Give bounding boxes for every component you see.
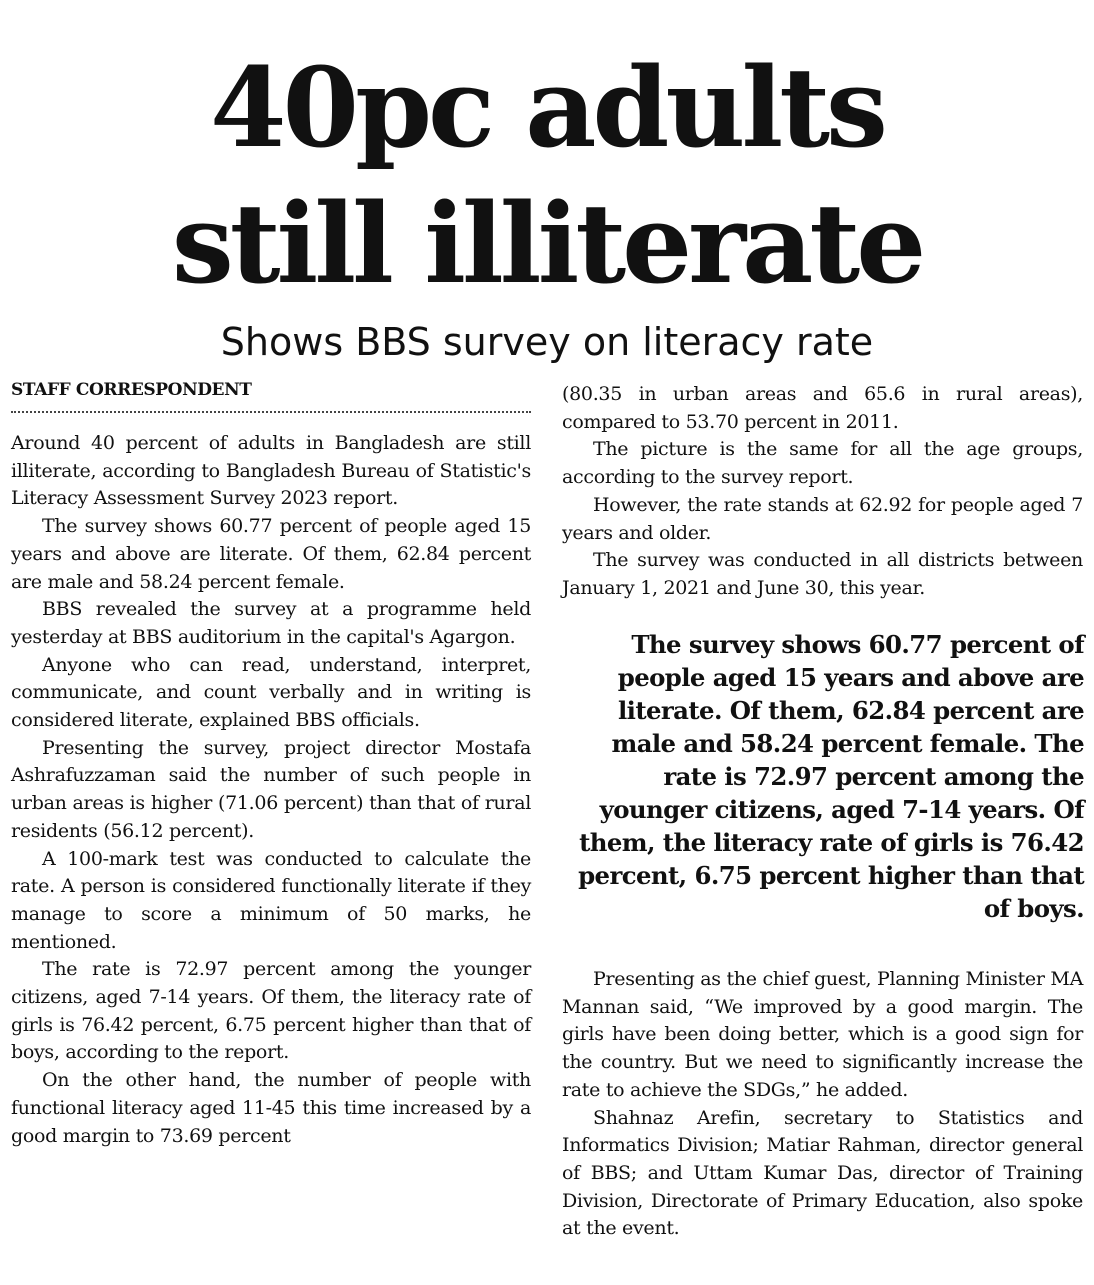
pull-quote: The survey shows 60.77 percent of people aged 15 years and above are literate. Of them, 62.84 percent are male and 58.24 percent female. The rate is 72.97 percent among the younger citizens, aged 7-14 years. Of them, the literacy rate of girls is 76.42 percent, 6.75 percent higher than that of boys.: [578, 630, 1084, 923]
paragraph: Presenting the survey, project director Mostafa Ashrafuzzaman said the number of such people in urban areas is higher (71.06 percent) than that of rural residents (56.12 percent).: [11, 736, 531, 842]
paragraph: Presenting as the chief guest, Planning Minister MA Mannan said, “We improved by a good margin. The girls have been doing better, which is a good sign for the country. But we need to significantly increase the rate to achieve the SDGs,” he added.: [562, 968, 1083, 1101]
paragraph: The survey was conducted in all districts between January 1, 2021 and June 30, this year.: [562, 549, 1083, 599]
left-column: [11, 430, 531, 1150]
headline-line-1: 40pc adults: [210, 43, 884, 172]
paragraph: The rate is 72.97 percent among the younger citizens, aged 7-14 years. Of them, the literacy rate of girls is 76.42 percent, 6.75 percent higher than that of boys, according to the report.: [11, 958, 531, 1064]
paragraph: On the other hand, the number of people with functional literacy aged 11-45 this time increased by a good margin to 73.69 percent: [11, 1069, 531, 1147]
right-column-top: [562, 381, 1083, 603]
paragraph: (80.35 in urban areas and 65.6 in rural areas), compared to 53.70 percent in 2011.: [562, 383, 1083, 433]
paragraph: Anyone who can read, understand, interpret, communicate, and count verbally and in writing is considered literate, explained BBS officials.: [11, 653, 531, 732]
paragraph: Around 40 percent of adults in Bangladesh are still illiterate, according to Bangladesh Bureau of Statistic's Literacy Assessment Survey 2023 report.: [11, 432, 531, 510]
byline-divider: [11, 411, 531, 413]
paragraph: The picture is the same for all the age groups, according to the survey report.: [562, 438, 1083, 489]
paragraph: However, the rate stands at 62.92 for people aged 7 years and older.: [562, 493, 1083, 544]
paragraph: The survey shows 60.77 percent of people aged 15 years and above are literate. Of them, 62.84 percent are male and 58.24 percent female.: [11, 515, 531, 593]
headline: [0, 40, 1094, 312]
headline-line-2: still illiterate: [171, 179, 923, 308]
right-column-bottom: [562, 966, 1083, 1243]
byline: STAFF CORRESPONDENT: [11, 380, 252, 400]
subheadline: Shows BBS survey on literacy rate: [220, 320, 874, 364]
paragraph: Shahnaz Arefin, secretary to Statistics and Informatics Division; Matiar Rahman, director general of BBS; and Uttam Kumar Das, director of Training Division, Directorate of Primary Education, also spoke at the event.: [562, 1106, 1083, 1240]
paragraph: A 100-mark test was conducted to calculate the rate. A person is considered functionally literate if they manage to score a minimum of 50 marks, he mentioned.: [11, 847, 531, 953]
paragraph: BBS revealed the survey at a programme held yesterday at BBS auditorium in the capital's Agargon.: [11, 598, 531, 648]
